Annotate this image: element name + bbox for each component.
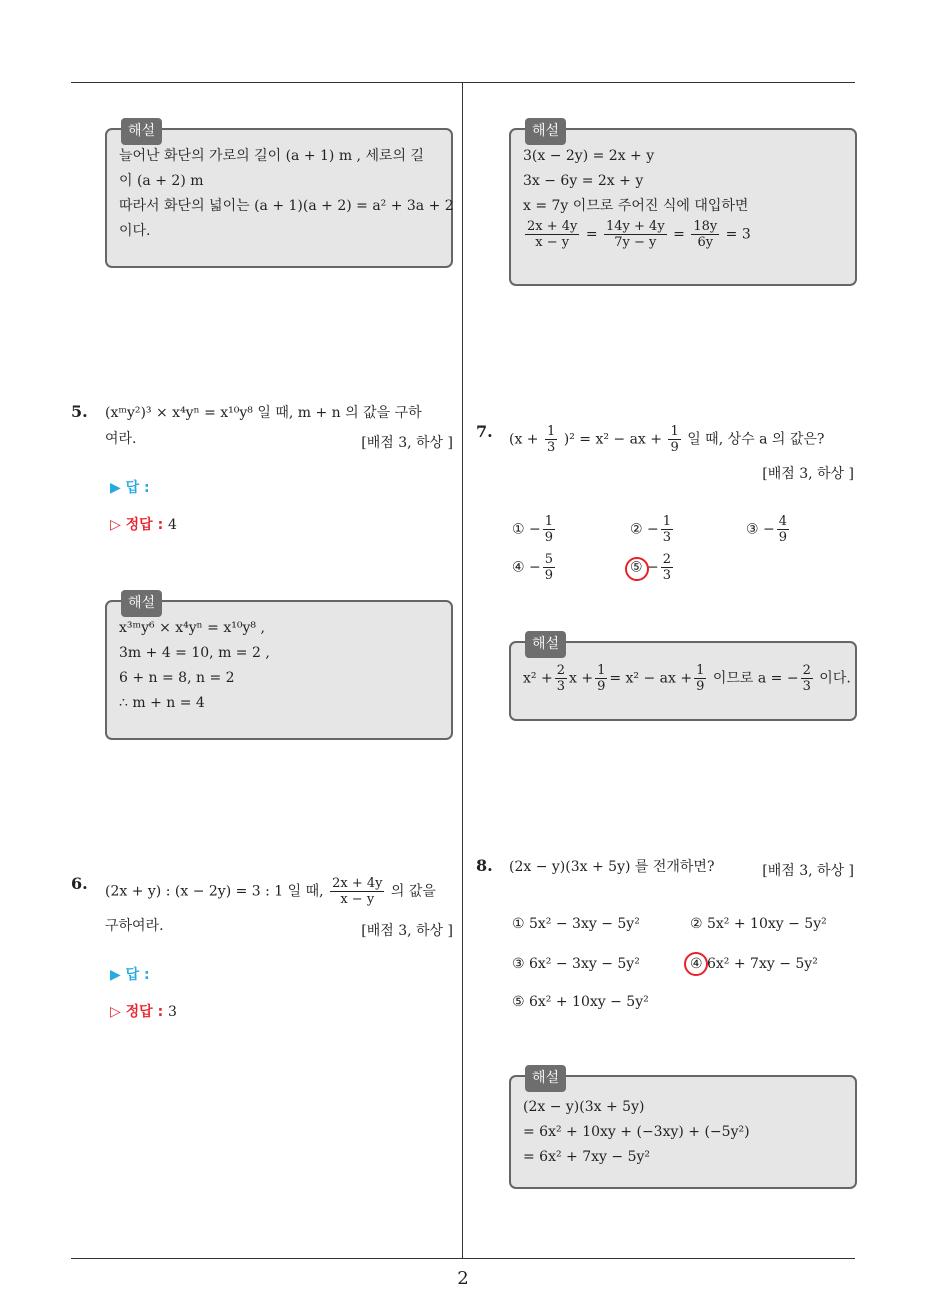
choice-sign: −: [647, 521, 659, 538]
q6-text-b: 의 값을: [390, 883, 436, 900]
choice-7-3[interactable]: [746, 514, 791, 545]
denominator: x − y: [340, 892, 375, 907]
question-number-5: 5.: [71, 402, 88, 421]
numerator: 4: [778, 514, 788, 529]
top-rule: [71, 82, 855, 83]
solution-tag: 해설: [121, 590, 162, 617]
question-7-score: [배점 3, 하상 ]: [762, 466, 854, 482]
solution-line: 3(x − 2y) = 2x + y: [523, 148, 655, 164]
choice-mark: ③: [746, 521, 759, 538]
numerator: 5: [544, 552, 554, 567]
denominator: 9: [778, 530, 788, 545]
solution-line: 3m + 4 = 10, m = 2 ,: [119, 645, 270, 661]
numerator: 2x + 4y: [527, 219, 578, 234]
solution-tag: 해설: [525, 1065, 566, 1092]
answer-label-6: ▶ 답 :: [110, 967, 150, 983]
solution-line: x = 7y 이므로 주어진 식에 대입하면: [523, 198, 749, 214]
fraction: [595, 663, 607, 694]
answer-circle-7: [625, 557, 649, 581]
fraction: [801, 663, 813, 694]
choice-7-2[interactable]: [630, 514, 675, 545]
answer-label-5: ▶ 답 :: [110, 480, 150, 496]
choice-mark: ②: [630, 521, 643, 538]
denominator: 3: [556, 679, 565, 694]
choice-mark: ④: [512, 559, 525, 576]
choice-7-4[interactable]: [512, 552, 557, 583]
solution-equation: $\frac{2x + 4y}{x - y}$ = $\frac{14y + 4y}{7y - y}$ = $\frac{18y}{6y}$ = 3: [527, 219, 751, 250]
denominator: 9: [597, 679, 606, 694]
q7-text-b: )² = x² − ax +: [563, 431, 663, 448]
solution-tag: 해설: [525, 631, 566, 658]
solution-line: (2x − y)(3x + 5y): [523, 1099, 645, 1115]
denominator: 3: [662, 530, 672, 545]
choice-mark: ⑤: [630, 559, 643, 576]
fraction: [545, 424, 557, 455]
fraction: [694, 663, 706, 694]
fraction: [777, 514, 789, 545]
solution-line: 늘어난 화단의 가로의 길이 (a + 1) m , 세로의 길: [119, 148, 424, 164]
numerator: 2: [662, 552, 672, 567]
fraction: [691, 219, 719, 250]
solution-tag: 해설: [525, 118, 566, 145]
denominator: 7y − y: [614, 235, 657, 250]
correct-value: 4: [168, 517, 177, 533]
denominator: 9: [544, 568, 554, 583]
solution-box-5: [105, 595, 453, 740]
solution-line: 이 (a + 2) m: [119, 173, 204, 189]
denominator: 6y: [697, 235, 714, 250]
numerator: 18y: [693, 219, 718, 234]
numerator: 1: [597, 663, 606, 678]
solution-line: ∴ m + n = 4: [119, 695, 205, 711]
fraction: [668, 424, 680, 455]
question-8-score: [배점 3, 하상 ]: [762, 863, 854, 879]
solution-line: 이다.: [119, 223, 151, 239]
choice-sign: −: [529, 559, 541, 576]
denominator: 9: [544, 530, 554, 545]
solution-box-7: [509, 636, 857, 721]
numerator: 2: [802, 663, 811, 678]
correct-answer-5: [110, 514, 177, 534]
fraction: [661, 552, 673, 583]
fraction: [661, 514, 673, 545]
sol-text: x² +: [523, 670, 553, 687]
question-line: (xᵐy²)³ × x⁴yⁿ = x¹⁰y⁸ 일 때, m + n 의 값을 구하: [105, 405, 422, 421]
denominator: x − y: [535, 235, 570, 250]
fraction: [525, 219, 579, 250]
question-6-score: [배점 3, 하상 ]: [361, 923, 453, 939]
choice-8-5[interactable]: ⑤ 6x² + 10xy − 5y²: [512, 994, 649, 1010]
choice-8-1[interactable]: ① 5x² − 3xy − 5y²: [512, 916, 640, 932]
solution-line: 따라서 화단의 넓이는 (a + 1)(a + 2) = a² + 3a + 2: [119, 198, 454, 214]
question-number-8: 8.: [476, 856, 493, 875]
denominator: 9: [670, 440, 679, 455]
numerator: 1: [544, 514, 554, 529]
numerator: 1: [662, 514, 672, 529]
solution-line: = 6x² + 7xy − 5y²: [523, 1149, 650, 1165]
numerator: 2x + 4y: [332, 876, 383, 891]
choice-sign: −: [763, 521, 775, 538]
question-number-6: 6.: [71, 874, 88, 893]
solution-line: x³ᵐy⁶ × x⁴yⁿ = x¹⁰y⁸ ,: [119, 620, 265, 636]
denominator: 3: [547, 440, 556, 455]
solution-line: = 6x² + 10xy + (−3xy) + (−5y²): [523, 1124, 750, 1140]
bottom-rule: [71, 1258, 855, 1259]
numerator: 14y + 4y: [606, 219, 665, 234]
solution-box-prev-right: [509, 123, 857, 286]
numerator: 1: [547, 424, 556, 439]
solution-line: 3x − 6y = 2x + y: [523, 173, 644, 189]
numerator: 1: [696, 663, 705, 678]
denominator: 3: [802, 679, 811, 694]
correct-label: ▷ 정답 :: [110, 517, 164, 533]
sol-text: = x² − ax +: [609, 670, 693, 687]
question-5-score: [배점 3, 하상 ]: [361, 435, 453, 451]
denominator: 9: [696, 679, 705, 694]
question-8-text: (2x − y)(3x + 5y) 를 전개하면?: [509, 859, 715, 875]
answer-circle-8: [684, 952, 708, 976]
choice-8-2[interactable]: ② 5x² + 10xy − 5y²: [690, 916, 827, 932]
sol-text: x +: [568, 670, 594, 687]
solution-tag: 해설: [121, 118, 162, 145]
q6-fraction: [330, 876, 384, 907]
q6-text-a: (2x + y) : (x − 2y) = 3 : 1 일 때,: [105, 883, 324, 900]
question-line: 구하여라.: [105, 918, 164, 934]
question-line: [105, 876, 455, 907]
fraction: [555, 663, 567, 694]
correct-value: 3: [168, 1004, 177, 1020]
q7-text-c: 일 때, 상수 a 의 값은?: [687, 431, 825, 448]
column-divider: [462, 83, 463, 1259]
fraction: [543, 514, 555, 545]
question-line: 여라.: [105, 431, 137, 447]
numerator: 1: [670, 424, 679, 439]
choice-8-4[interactable]: ④ 6x² + 7xy − 5y²: [690, 956, 818, 972]
solution-box-prev-left: [105, 123, 454, 268]
fraction: [543, 552, 555, 583]
correct-answer-6: [110, 1001, 177, 1021]
question-7-text: [509, 424, 859, 455]
fraction: [604, 219, 667, 250]
choice-sign: −: [647, 559, 659, 576]
sol-text: 이다.: [819, 670, 851, 687]
page-number: 2: [457, 1268, 469, 1289]
question-line: [509, 424, 859, 455]
sol-text: 이므로 a = −: [712, 670, 799, 687]
solution-equation: [523, 663, 851, 694]
numerator: 2: [556, 663, 565, 678]
solution-box-8: [509, 1070, 857, 1189]
equation-end: = 3: [725, 226, 751, 243]
choice-8-3[interactable]: ③ 6x² − 3xy − 5y²: [512, 956, 640, 972]
solution-line: 6 + n = 8, n = 2: [119, 670, 235, 686]
choice-7-1[interactable]: [512, 514, 557, 545]
choice-sign: −: [529, 521, 541, 538]
denominator: 3: [662, 568, 672, 583]
question-number-7: 7.: [476, 422, 493, 441]
q7-text-a: (x +: [509, 431, 539, 448]
choice-mark: ①: [512, 521, 525, 538]
correct-label: ▷ 정답 :: [110, 1004, 164, 1020]
